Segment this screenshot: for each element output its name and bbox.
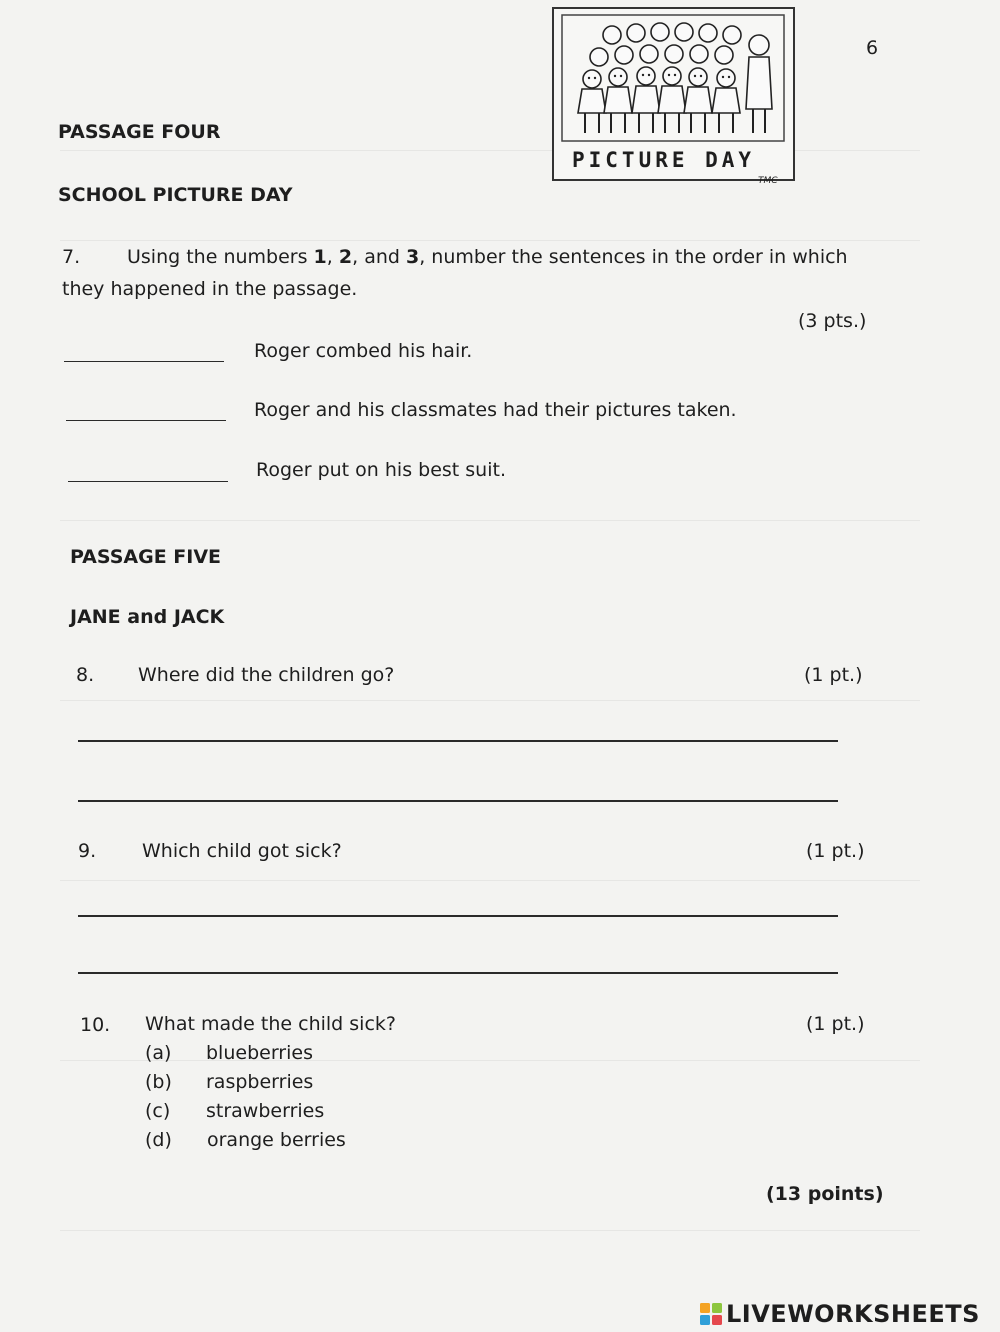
liveworksheets-logo <box>700 1300 980 1328</box>
question-10-text: What made the child sick? <box>145 1013 396 1035</box>
number-3: 3 <box>405 246 420 268</box>
option-d-text[interactable]: orange berries <box>207 1129 346 1151</box>
sentence-2: Roger and his classmates had their pictures taken. <box>254 399 737 421</box>
question-8-answer-line-1[interactable] <box>78 740 838 742</box>
question-7-points: (3 pts.) <box>798 310 867 332</box>
question-7-line1 <box>127 246 848 268</box>
page-number: 6 <box>866 37 879 59</box>
passage-four-title: SCHOOL PICTURE DAY <box>58 184 293 206</box>
option-a-text[interactable]: blueberries <box>206 1042 313 1064</box>
answer-blank-3[interactable] <box>68 481 228 482</box>
option-a-letter[interactable]: (a) <box>145 1042 172 1064</box>
question-8-answer-line-2[interactable] <box>78 800 838 802</box>
passage-five-heading: PASSAGE FIVE <box>70 546 222 568</box>
question-9-answer-line-1[interactable] <box>78 915 838 917</box>
question-9-points: (1 pt.) <box>806 840 865 862</box>
sep-2: , and <box>352 246 406 268</box>
liveworksheets-logo-icon <box>700 1303 722 1325</box>
question-9-answer-line-2[interactable] <box>78 972 838 974</box>
liveworksheets-brand-text: LIVEWORKSHEETS <box>726 1300 980 1328</box>
question-7-line2: they happened in the passage. <box>62 278 358 300</box>
question-7-number: 7. <box>62 246 81 268</box>
total-points: (13 points) <box>766 1183 884 1205</box>
answer-blank-2[interactable] <box>66 420 226 421</box>
option-b-letter[interactable]: (b) <box>145 1071 172 1093</box>
sentence-1: Roger combed his hair. <box>254 340 473 362</box>
question-8-text: Where did the children go? <box>138 664 395 686</box>
option-c-letter[interactable]: (c) <box>145 1100 171 1122</box>
passage-four-heading: PASSAGE FOUR <box>58 121 221 143</box>
number-1: 1 <box>313 246 327 268</box>
option-d-letter[interactable]: (d) <box>145 1129 172 1151</box>
picture-day-illustration <box>552 7 795 181</box>
picture-day-caption: PICTURE DAY <box>572 148 756 172</box>
question-10-points: (1 pt.) <box>806 1013 865 1035</box>
question-9-number: 9. <box>78 840 97 862</box>
question-8-number: 8. <box>76 664 95 686</box>
question-7-text-a: Using the numbers <box>127 246 314 268</box>
question-7-text-b: , number the sentences in the order in which <box>419 246 848 268</box>
sep-1: , <box>326 246 339 268</box>
illustration-signature: TMC <box>758 176 778 186</box>
question-10-number: 10. <box>80 1014 111 1036</box>
question-9-text: Which child got sick? <box>142 840 342 862</box>
passage-five-title: JANE and JACK <box>70 606 225 628</box>
number-2: 2 <box>338 246 353 268</box>
option-c-text[interactable]: strawberries <box>206 1100 325 1122</box>
answer-blank-1[interactable] <box>64 361 224 362</box>
question-8-points: (1 pt.) <box>804 664 863 686</box>
sentence-3: Roger put on his best suit. <box>256 459 506 481</box>
option-b-text[interactable]: raspberries <box>206 1071 314 1093</box>
